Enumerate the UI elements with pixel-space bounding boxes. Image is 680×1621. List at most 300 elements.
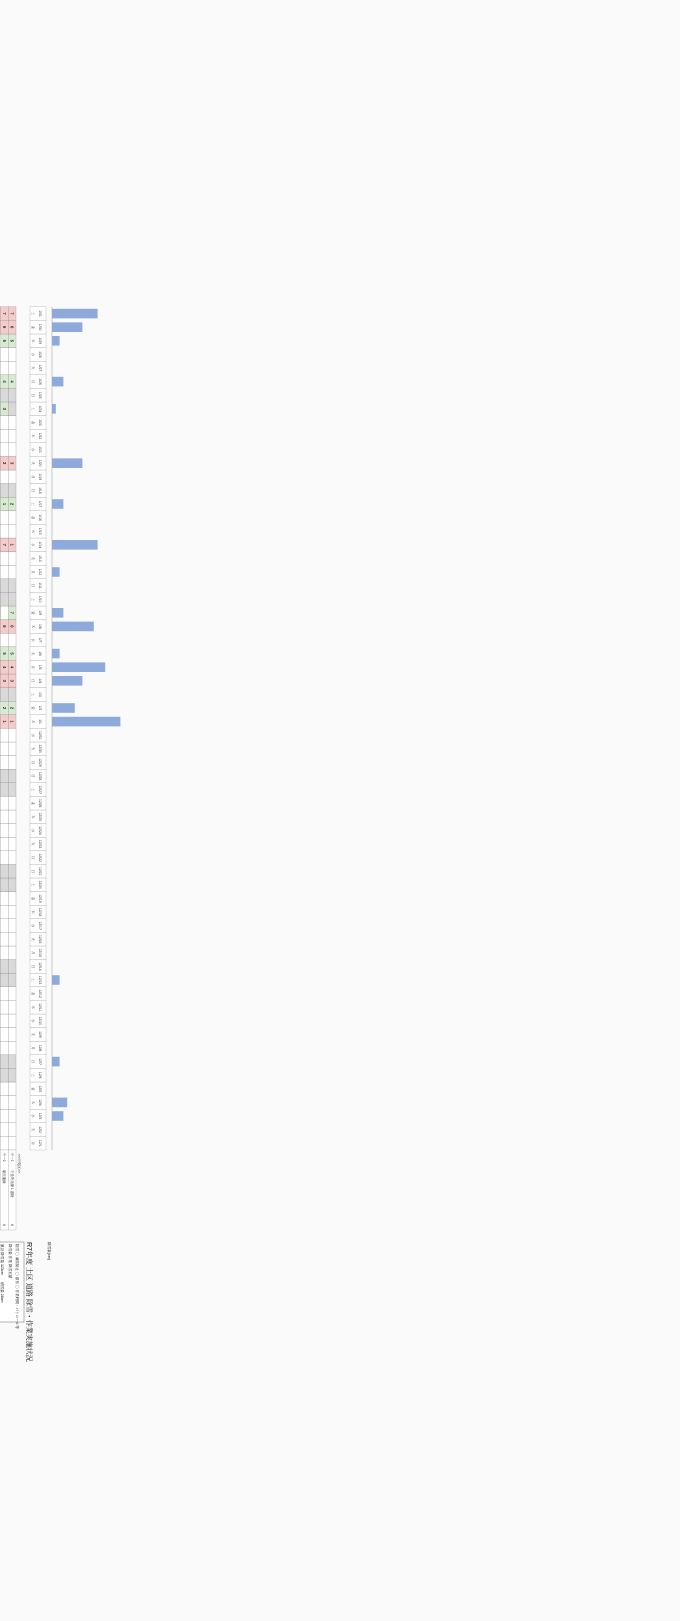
date-label: 1/17 xyxy=(38,500,42,508)
work-cell xyxy=(1,1000,9,1014)
date-label: 1/23 xyxy=(38,419,42,426)
weekday-label: 日 xyxy=(31,488,35,493)
weekday-label: 木 xyxy=(31,719,35,724)
work-count: 7 xyxy=(2,312,7,315)
work-count: 6 xyxy=(2,625,7,628)
work-cell xyxy=(8,1096,16,1110)
work-cell xyxy=(1,524,9,538)
snowfall-bar xyxy=(52,336,60,346)
snowfall-bar xyxy=(52,608,63,618)
work-cell xyxy=(0,348,1,362)
date-label: 12/21 xyxy=(38,866,42,876)
work-cell xyxy=(0,565,1,579)
work-cell xyxy=(0,416,1,430)
work-cell xyxy=(1,443,9,457)
work-count: 4 xyxy=(9,380,15,383)
work-count: 1 xyxy=(9,720,15,723)
work-count: 2 xyxy=(9,706,15,710)
work-cell xyxy=(8,579,16,593)
weekday-label: 木 xyxy=(31,624,35,629)
date-label: 1/11 xyxy=(38,582,42,589)
weekday-label: 木 xyxy=(31,1005,35,1009)
weekday-label: 月 xyxy=(31,1046,35,1050)
legend-row-1: 除雪 ◯ 凍結防止 ◯ 散布 ◯ 作業時間・パトロール等 xyxy=(15,1244,19,1329)
snowfall-bar xyxy=(52,540,98,550)
work-count: 6 xyxy=(9,326,15,329)
weekday-label: 木 xyxy=(31,910,35,914)
sheet-title: R7年度 土区 道路 除雪・作業実施状況 xyxy=(25,1242,32,1362)
date-label: 1/27 xyxy=(38,364,42,372)
work-count: 3 xyxy=(2,679,7,682)
weekday-label: 土 xyxy=(31,978,35,982)
work-cell xyxy=(1,416,9,430)
work-cell xyxy=(0,511,1,525)
work-cell xyxy=(8,796,16,810)
work-cell xyxy=(0,1041,1,1055)
date-label: 12/29 xyxy=(38,758,42,767)
work-cell xyxy=(8,429,16,443)
weekday-label: 月 xyxy=(31,760,35,765)
work-cell xyxy=(8,987,16,1001)
work-cell xyxy=(8,973,16,987)
work-cell xyxy=(0,1000,1,1014)
work-cell xyxy=(0,1068,1,1082)
work-cell xyxy=(0,443,1,457)
work-count: 2 xyxy=(9,502,15,506)
work-cell xyxy=(0,728,1,742)
date-label: 1/26 xyxy=(38,378,42,385)
date-label: 12/13 xyxy=(38,975,42,985)
work-cell xyxy=(1,851,9,865)
work-cell xyxy=(0,592,1,606)
work-cell xyxy=(8,402,16,416)
work-cell xyxy=(1,973,9,987)
date-label: 1/19 xyxy=(38,473,42,481)
date-label: 12/11 xyxy=(38,1003,42,1012)
work-cell xyxy=(0,851,1,865)
weekday-label: 土 xyxy=(31,883,35,887)
work-cell xyxy=(8,1082,16,1096)
weekday-label: 金 xyxy=(31,706,35,710)
work-cell xyxy=(8,688,16,702)
weekday-label: 水 xyxy=(31,1019,35,1023)
work-cell xyxy=(0,1028,1,1042)
work-cell xyxy=(0,361,1,375)
work-cell xyxy=(0,429,1,443)
date-label: 12/6 xyxy=(38,1071,42,1079)
work-cell xyxy=(8,919,16,933)
weekday-label: 水 xyxy=(31,638,35,642)
work-cell xyxy=(0,1055,1,1069)
work-cell xyxy=(0,919,1,933)
date-label: 1/29 xyxy=(38,337,42,345)
weekday-label: 水 xyxy=(31,447,35,452)
date-label: 1/9 xyxy=(38,610,42,616)
work-cell xyxy=(1,1014,9,1028)
work-cell xyxy=(1,1082,9,1096)
work-cell xyxy=(0,824,1,838)
work-cell xyxy=(0,524,1,538)
work-cell xyxy=(0,1014,1,1028)
work-cell xyxy=(0,1082,1,1096)
weekday-label: 火 xyxy=(31,1127,35,1132)
work-cell xyxy=(0,1123,1,1137)
work-cell xyxy=(8,932,16,946)
work-cell xyxy=(0,633,1,647)
date-label: 12/15 xyxy=(38,948,42,958)
work-count: 2 xyxy=(2,706,7,710)
work-cell xyxy=(1,946,9,960)
weekday-label: 月 xyxy=(31,665,35,669)
work-cell xyxy=(8,1028,16,1042)
date-label: 12/31 xyxy=(38,730,42,740)
work-cell xyxy=(1,361,9,375)
date-label: 1/25 xyxy=(38,391,42,399)
weekday-label: 金 xyxy=(31,325,35,329)
work-cell xyxy=(8,1014,16,1028)
work-cell xyxy=(1,1041,9,1055)
work-cell xyxy=(8,592,16,606)
work-cell xyxy=(8,946,16,960)
work-cell xyxy=(0,1096,1,1110)
work-cell xyxy=(0,484,1,498)
weekday-label: 金 xyxy=(31,896,35,901)
work-cell xyxy=(8,769,16,783)
work-cell xyxy=(8,810,16,824)
work-cell xyxy=(1,1123,9,1137)
work-cell xyxy=(1,987,9,1001)
work-cell xyxy=(0,742,1,756)
date-label: 1/6 xyxy=(38,651,42,656)
date-header xyxy=(30,307,46,1150)
weekday-label: 金 xyxy=(31,801,35,805)
weekday-label: 日 xyxy=(31,583,35,588)
weekday-label: 月 xyxy=(31,951,35,955)
weekday-label: 日 xyxy=(31,393,35,397)
work-cell xyxy=(0,973,1,987)
work-cell xyxy=(1,728,9,742)
work-cell xyxy=(1,565,9,579)
weekday-label: 日 xyxy=(31,774,35,778)
snowfall-bar xyxy=(52,649,60,659)
date-label: 12/9 xyxy=(38,1031,42,1038)
date-label: 12/27 xyxy=(38,785,42,794)
weekday-label: 土 xyxy=(31,407,35,411)
work-cell xyxy=(8,1136,16,1150)
work-cell xyxy=(8,1000,16,1014)
weekday-label: 月 xyxy=(31,1141,35,1145)
date-label: 1/20 xyxy=(38,459,42,467)
weekday-label: 火 xyxy=(31,366,35,370)
date-label: 1/7 xyxy=(38,637,42,643)
work-cell xyxy=(8,905,16,919)
date-label: 1/22 xyxy=(38,432,42,440)
work-cell xyxy=(8,524,16,538)
work-cell xyxy=(1,932,9,946)
snowfall-bar xyxy=(52,499,63,509)
date-label: 12/5 xyxy=(38,1085,42,1093)
work-cell xyxy=(8,470,16,484)
work-count: 6 xyxy=(9,625,15,628)
weekday-label: 火 xyxy=(31,842,35,846)
weekday-label: 月 xyxy=(31,855,35,860)
work-cell xyxy=(1,592,9,606)
weekday-label: 木 xyxy=(31,339,35,343)
date-label: 12/17 xyxy=(38,921,42,930)
weekday-label: 火 xyxy=(31,1032,35,1037)
snowfall-bar xyxy=(52,1057,60,1067)
work-cell xyxy=(1,552,9,566)
work-count: 5 xyxy=(2,652,7,655)
date-label: 12/8 xyxy=(38,1044,42,1052)
work-cell xyxy=(8,1068,16,1082)
work-count: 7 xyxy=(2,543,7,546)
work-cell xyxy=(0,878,1,892)
work-cell xyxy=(1,810,9,824)
date-label: 1/24 xyxy=(38,405,42,413)
work-cell xyxy=(0,688,1,702)
work-cell xyxy=(1,348,9,362)
work-cell xyxy=(0,946,1,960)
weekday-label: 土 xyxy=(31,311,35,316)
work-cell xyxy=(1,878,9,892)
date-label: 1/10 xyxy=(38,595,42,603)
snowfall-bar xyxy=(52,404,56,414)
work-count: 3 xyxy=(9,679,15,682)
date-label: 12/12 xyxy=(38,989,42,998)
weekday-label: 水 xyxy=(31,352,35,357)
date-label: 1/16 xyxy=(38,514,42,521)
work-cell xyxy=(8,756,16,770)
work-cell xyxy=(0,905,1,919)
work-cell xyxy=(8,633,16,647)
work-cell xyxy=(1,511,9,525)
work-count: 5 xyxy=(2,339,7,342)
weekday-label: 木 xyxy=(31,529,35,533)
work-count: 3 xyxy=(9,462,15,465)
work-cell xyxy=(1,1109,9,1123)
snowfall-bar xyxy=(52,377,63,387)
date-label: 1/1 xyxy=(38,719,42,724)
work-count: 3 xyxy=(2,407,7,410)
date-label: 12/10 xyxy=(38,1016,42,1026)
work-cell xyxy=(8,348,16,362)
work-cell xyxy=(1,1096,9,1110)
work-cell xyxy=(0,1136,1,1150)
work-cell xyxy=(1,1068,9,1082)
work-cell xyxy=(1,783,9,797)
work-cell xyxy=(8,728,16,742)
snowfall-bar xyxy=(52,975,60,985)
work-cell xyxy=(8,892,16,906)
date-label: 1/8 xyxy=(38,624,42,629)
weekday-label: 土 xyxy=(31,1073,35,1077)
work-cell xyxy=(8,960,16,974)
weekday-label: 火 xyxy=(31,556,35,561)
weekday-label: 金 xyxy=(31,1087,35,1091)
work-cell xyxy=(8,484,16,498)
work-cell xyxy=(0,932,1,946)
date-label: 12/20 xyxy=(38,880,42,890)
legend-row-3: 累計 降雪量 123cm 積雪量 28cm xyxy=(0,1244,4,1303)
weekday-label: 水 xyxy=(31,923,35,928)
work-cell xyxy=(1,919,9,933)
work-cell xyxy=(0,388,1,402)
weekday-label: 月 xyxy=(31,570,35,574)
work-cell xyxy=(0,783,1,797)
work-cell xyxy=(1,864,9,878)
work-cell xyxy=(1,484,9,498)
work-cell xyxy=(8,1109,16,1123)
weekday-label: 火 xyxy=(31,461,35,465)
snowfall-bar xyxy=(52,458,82,468)
weekday-label: 火 xyxy=(31,651,35,656)
work-cell xyxy=(0,579,1,593)
date-label: 1/2 xyxy=(38,705,42,711)
weekday-label: 火 xyxy=(31,747,35,751)
weekday-label: 土 xyxy=(31,597,35,601)
work-cell xyxy=(8,878,16,892)
work-cell xyxy=(0,470,1,484)
work-cell xyxy=(0,810,1,824)
work-cell xyxy=(8,824,16,838)
work-cell xyxy=(8,1041,16,1055)
work-cell xyxy=(8,565,16,579)
weekday-label: 金 xyxy=(31,611,35,615)
work-cell xyxy=(8,361,16,375)
snowfall-bar xyxy=(52,703,75,713)
date-label: 12/26 xyxy=(38,798,42,808)
work-cell xyxy=(1,606,9,620)
work-cell xyxy=(1,1028,9,1042)
date-label: 12/3 xyxy=(38,1112,42,1120)
date-label: 1/21 xyxy=(38,446,42,453)
legend-row-2: 降雪量 作業 降雪実績 xyxy=(8,1244,12,1279)
chart-axis-label: 降雪量(cm) xyxy=(47,1242,51,1260)
work-cell xyxy=(0,864,1,878)
date-label: 12/28 xyxy=(38,771,42,781)
work-cell xyxy=(8,388,16,402)
work-count: 7 xyxy=(9,312,15,315)
weekday-label: 金 xyxy=(31,515,35,520)
work-cell xyxy=(0,796,1,810)
work-cell xyxy=(0,960,1,974)
date-label: 1/13 xyxy=(38,555,42,562)
work-grid xyxy=(0,307,16,1150)
work-count: 6 xyxy=(2,326,7,329)
work-cell xyxy=(1,796,9,810)
work-cell xyxy=(1,837,9,851)
work-count: 4 xyxy=(9,666,15,669)
date-label: 12/24 xyxy=(38,826,42,835)
work-cell xyxy=(8,1123,16,1137)
work-count: 2 xyxy=(2,462,7,465)
date-label: 12/1 xyxy=(38,1139,42,1147)
work-cell xyxy=(1,470,9,484)
work-cell xyxy=(1,742,9,756)
snowfall-bar xyxy=(52,662,105,672)
work-count: 5 xyxy=(9,652,15,655)
weekday-label: 日 xyxy=(31,679,35,683)
work-count: 4 xyxy=(2,380,7,383)
work-cell xyxy=(0,334,1,348)
work-cell xyxy=(0,892,1,906)
date-label: 1/12 xyxy=(38,568,42,576)
work-cell xyxy=(8,1055,16,1069)
date-label: 1/28 xyxy=(38,351,42,358)
date-label: 1/4 xyxy=(38,678,42,684)
work-cell xyxy=(8,552,16,566)
snowfall-bar xyxy=(52,676,82,686)
work-cell xyxy=(1,756,9,770)
date-label: 12/30 xyxy=(38,744,42,754)
work-cell xyxy=(0,402,1,416)
work-cell xyxy=(0,837,1,851)
work-count: 5 xyxy=(9,339,15,342)
date-label: 12/2 xyxy=(38,1126,42,1133)
weekday-label: 日 xyxy=(31,1059,35,1064)
work-cell xyxy=(0,1109,1,1123)
date-label: 1/15 xyxy=(38,527,42,535)
work-cell xyxy=(0,756,1,770)
weekday-label: 水 xyxy=(31,733,35,737)
date-label: 12/14 xyxy=(38,962,42,971)
snowfall-bar xyxy=(52,1111,63,1121)
snowfall-bar xyxy=(52,717,120,727)
work-count: 7 xyxy=(9,611,15,614)
snowfall-bar xyxy=(52,1098,67,1108)
snowfall-bar xyxy=(52,622,94,632)
weekday-label: 金 xyxy=(31,991,35,996)
work-count: 1 xyxy=(2,502,7,506)
date-label: 12/7 xyxy=(38,1058,42,1065)
date-label: 1/14 xyxy=(38,541,42,549)
date-label: 12/23 xyxy=(38,839,42,849)
work-cell xyxy=(1,688,9,702)
weekday-label: 月 xyxy=(31,379,35,384)
work-cell xyxy=(1,429,9,443)
work-cell xyxy=(0,552,1,566)
date-label: 12/19 xyxy=(38,894,42,903)
weekday-label: 水 xyxy=(31,543,35,547)
work-cell xyxy=(1,824,9,838)
snowfall-bar xyxy=(52,309,98,319)
work-cell xyxy=(0,987,1,1001)
work-cell xyxy=(8,443,16,457)
work-cell xyxy=(8,837,16,851)
work-cell xyxy=(8,511,16,525)
work-count: 1 xyxy=(9,543,15,546)
date-label: 12/4 xyxy=(38,1099,42,1106)
date-label: 1/30 xyxy=(38,323,42,331)
date-label: 1/5 xyxy=(38,664,42,670)
work-cell xyxy=(1,905,9,919)
weekday-label: 火 xyxy=(31,937,35,941)
date-label: 12/16 xyxy=(38,934,42,944)
date-label: 12/18 xyxy=(38,907,42,917)
snowfall-bar xyxy=(52,322,82,332)
date-label: 12/22 xyxy=(38,853,42,862)
date-label: 1/18 xyxy=(38,487,42,494)
work-cell xyxy=(0,769,1,783)
weekday-label: 土 xyxy=(31,787,35,792)
weekday-label: 木 xyxy=(31,1100,35,1105)
work-cell xyxy=(1,960,9,974)
weekday-label: 木 xyxy=(31,815,35,819)
snowfall-bar xyxy=(52,567,60,577)
weekday-label: 水 xyxy=(31,1114,35,1118)
work-cell xyxy=(0,701,1,715)
